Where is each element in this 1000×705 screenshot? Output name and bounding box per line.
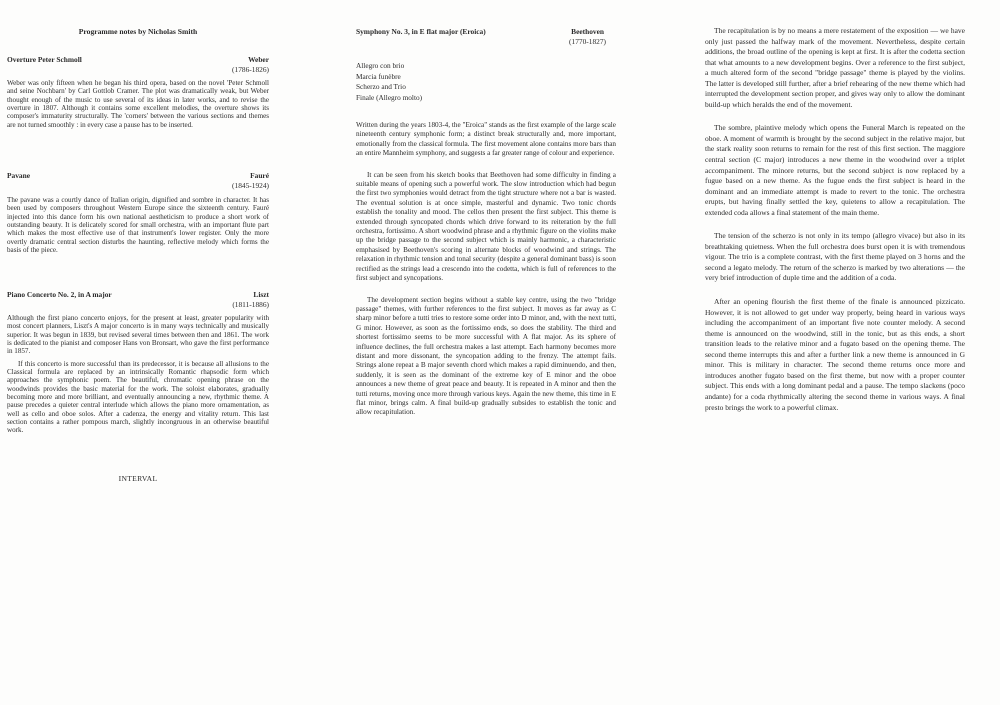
interval-label: INTERVAL (118, 474, 158, 483)
piece-dates: (1811-1886) (232, 300, 269, 309)
symphony-paragraph: Written during the years 1803-4, the "Eroica" stands as the first example of the large scale nineteenth century symphonic form; a distinct break structurally and, more important, emotionally from the classical formula. The first movement alone contains more bars than an entire Mannheim symphony, and suggests a far greater range of colour and experience. (356, 121, 616, 158)
piece-composer: Fauré (250, 171, 269, 180)
piece-heading (7, 290, 269, 310)
notes-paragraph: The tension of the scherzo is not only in its tempo (allegro vivace) but also in its breathtaking quietness. When the full orchestra does burst open it is with tremendous vigour. The trio is a complete contrast, with the first theme played on 3 horns and the second a legato melody. The return of the scherzo is marked by two alterations — the very brief introduction of duple time and the addition of a coda. (705, 231, 965, 283)
piece-title: Piano Concerto No. 2, in A major (7, 290, 112, 299)
column-middle (356, 20, 616, 418)
notes-paragraph: After an opening flourish the first theme of the finale is announced pizzicato. However, it is not allowed to get under way properly, being heard in various ways including the accompaniment of an important five note counter melody. A second theme is announced on the woodwind, still in the tonic, but as this ends, a short transition leads to the relative minor and a fugato based on the opening theme. The second theme interrupts this and after a further link a new theme is announced in G minor. This is military in character. The second theme returns once more and introduces another fugato based on the first theme, but now with a proper counter subject. This ends with a long dominant pedal and a pause. The tempo slackens (poco andante) for a coda rhythmically altering the second theme in various ways. A final presto brings the work to a powerful climax. (705, 297, 965, 412)
piece-dates: (1845-1924) (232, 181, 269, 190)
symphony-composer: Beethoven (571, 27, 604, 36)
piece-liszt (7, 290, 269, 435)
piece-paragraph: If this concerto is more successful than its predecessor, it is because all allusions to the Classical formula are replaced by an intrinsically Romantic rhapsodic form which approaches the symphonic poem. The beautiful, chromatic opening phrase on the woodwinds provides the basic material for the work. The soloist elaborates, gradually becoming more and more brilliant, and eventually announcing a new, rhythmic theme. A pause precedes a quieter central interlude which allows the piano more ornamentation, as well as cello and oboe solos. After a cadenza, the energy and vitality return. This last section contains a rather pompous march, slightly incongruous in an otherwise beautiful work. (7, 359, 269, 435)
notes-paragraph: The sombre, plaintive melody which opens the Funeral March is repeated on the oboe. A moment of warmth is brought by the second subject in the relative major, but the stark reality soon returns to remain for the rest of this first section. The maggiore central section (C major) introduces a new theme in the woodwind over a triplet accompaniment. The minore returns, but the second subject is now replaced by a fugue based on a new theme. As the fugue ends the first subject is heard in the dominant and an immediate attempt is made to revert to the tonic. The orchestra erupts, but having finally settled the key, quietens to allow a recapitulation. The extended coda allows a final statement of the main theme. (705, 123, 965, 217)
symphony-dates: (1770-1827) (569, 37, 606, 46)
symphony-paragraph: It can be seen from his sketch books that Beethoven had some difficulty in finding a suitable means of opening such a powerful work. The slow introduction which had begun the first two symphonies would detract from the tight structure where not a bar is wasted. The eventual solution is at once simple, masterful and dynamic. Two tonic chords establish the tonality and mood. The cellos then present the first subject. This theme is extended through syncopated chords which drive forward to its reiteration by the full orchestra, fortissimo. A short woodwind phrase and a rhythmic figure on the violins make up the bridge passage to the second subject which is mainly harmonic, a characteristic emphasised by Beethoven's scoring in alternate blocks of woodwind and strings. The relaxation in rhythmic tension and tonal security (despite a general dominant bass) is soon rectified as the strings lead a crescendo into the codetta, which is full of references to the first subject and syncopations. (356, 170, 616, 283)
movement-item: Scherzo and Trio (356, 82, 406, 91)
piece-heading (7, 55, 269, 75)
piece-faure (7, 171, 269, 254)
piece-dates: (1786-1826) (232, 65, 269, 74)
piece-composer: Weber (248, 55, 269, 64)
movement-item: Allegro con brio (356, 61, 405, 70)
symphony-heading (356, 27, 616, 47)
piece-paragraph: The pavane was a courtly dance of Italian origin, dignified and sombre in character. It has been used by composers throughout Western Europe since the sixteenth century. Fauré injected into this dance form his own national aestheticism to produce a short work of outstanding beauty. It is delicately scored for small orchestra, with an important flute part which makes the most effective use of that instrument's lower register. Only the more overtly dramatic central section disturbs the haunting, reflective melody which forms the basis of the piece. (7, 196, 269, 255)
piece-composer: Liszt (253, 290, 269, 299)
symphony-paragraph: The development section begins without a stable key centre, using the two "bridge passage" themes, with further references to the first subject. It moves as far away as C sharp minor before a tutti tries to restore some order into D minor, and, with the next tutti, G minor. However, as soon as the fortissimo ends, so does the stability. The third and shortest fortissimo seems to be more successful with A flat major. As its sphere of influence declines, the full orchestra makes a last attempt. Each harmony becomes more distant and more dissonant, the syncopation adding to the frenzy. The attempt fails. Strings alone repeat a B major seventh chord which makes a rapid diminuendo, and then, suddenly, it is seen as the dominant of the extreme key of E minor and the oboe announces a new theme of great peace and beauty. It is repeated in A minor and then the tutti returns, moving once more through various keys. Again the new theme, this time in E flat minor, brings calm. A final build-up gradually subsides to establish the tonic and allow recapitulation. (356, 295, 616, 417)
notes-paragraph: The recapitulation is by no means a mere restatement of the exposition — we have only just passed the halfway mark of the movement. Nevertheless, despite certain additions, the broad outline of the opening is kept at first. It is after the codetta section that what amounts to a new development begins. Over a reference to the first subject, a much altered form of the second "bridge passage" theme is played by the violins. The latter is developed still further, after a brief rehearing of the new theme which had interrupted the development section proper, and gives way only to allow the dominant build-up which heralds the end of the movement. (705, 26, 965, 109)
column-left (7, 20, 269, 483)
piece-title: Overture Peter Schmoll (7, 55, 82, 64)
piece-heading (7, 171, 269, 191)
piece-paragraph: Although the first piano concerto enjoys, for the present at least, greater popularity with most concert planners, Liszt's A major concerto is in many ways technically and musically superior. It was begun in 1839, but revised several times between then and 1861. The work is dedicated to the pianist and composer Hans von Bronsart, who gave the first performance in 1857. (7, 314, 269, 356)
piece-weber (7, 55, 269, 129)
movement-item: Finale (Allegro molto) (356, 92, 423, 102)
piece-title: Pavane (7, 171, 30, 180)
column-right (705, 20, 965, 413)
programme-title: Programme notes by Nicholas Smith (78, 27, 198, 36)
piece-paragraph: Weber was only fifteen when he began his third opera, based on the novel 'Peter Schmoll and seine Nochbarn' by Carl Gottlob Cramer. The plot was dramatically weak, but Weber thought enough of the music to use several of its ideas in later works, and to revise the overture in 1807. Although it contains some excellent melodies, the overture shows its composer's immaturity structurally. The 'corners' between the various sections and themes are not turned smoothly : in every case a pause has to be inserted. (7, 79, 269, 129)
movement-list (356, 61, 616, 103)
symphony-title: Symphony No. 3, in E flat major (Eroica) (356, 27, 486, 36)
movement-item: Marcia funèbre (356, 71, 401, 81)
